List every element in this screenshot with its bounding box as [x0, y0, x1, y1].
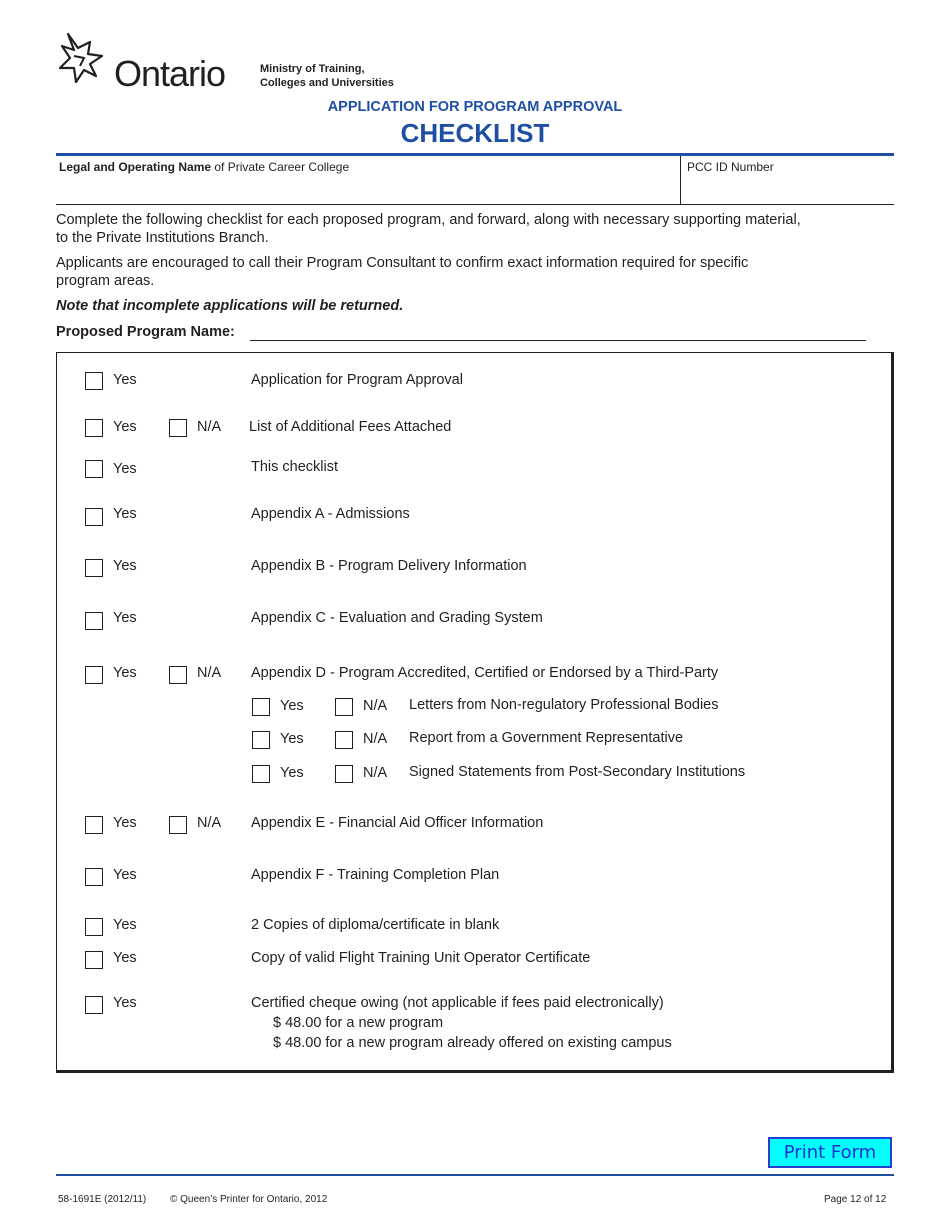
ministry-line-2: Colleges and Universities — [260, 77, 394, 89]
form-subtitle: APPLICATION FOR PROGRAM APPROVAL — [327, 99, 623, 115]
checkbox-yes-appendix-a[interactable] — [85, 508, 103, 526]
yes-label: Yes — [113, 950, 137, 966]
checkbox-yes-signed-statements[interactable] — [252, 765, 270, 783]
na-label: N/A — [197, 419, 222, 435]
yes-label: Yes — [113, 461, 137, 477]
checkbox-yes-appendix-c[interactable] — [85, 612, 103, 630]
logo-wordmark: Ontario — [114, 53, 226, 94]
na-label: N/A — [197, 665, 222, 681]
checkbox-yes-additional-fees[interactable] — [85, 419, 103, 437]
ministry-line-1: Ministry of Training, — [260, 63, 365, 75]
na-label: N/A — [363, 698, 388, 714]
legal-name-field[interactable] — [58, 176, 676, 202]
legal-name-label-rest: of Private Career College — [211, 160, 350, 174]
checkbox-yes-appendix-e[interactable] — [85, 816, 103, 834]
item-appendix-d: Appendix D - Program Accredited, Certified or Endorsed by a Third-Party — [251, 665, 719, 681]
instructions-paragraph — [56, 211, 876, 247]
fee-existing-campus: $ 48.00 for a new program already offered on existing campus — [273, 1035, 672, 1051]
item-diploma-copies: 2 Copies of diploma/certificate in blank — [251, 917, 500, 933]
item-signed-statements: Signed Statements from Post-Secondary Institutions — [409, 764, 746, 780]
pcc-id-label: PCC ID Number — [687, 160, 774, 174]
instructions-line-2: to the Private Institutions Branch. — [56, 230, 269, 246]
checkbox-yes-letters[interactable] — [252, 698, 270, 716]
na-label: N/A — [363, 731, 388, 747]
yes-label: Yes — [113, 506, 137, 522]
college-info-box — [56, 156, 894, 205]
form-number: 58-1691E (2012/11) — [58, 1194, 147, 1205]
trillium-icon — [56, 32, 116, 92]
incomplete-note: Note that incomplete applications will be returned. — [56, 298, 404, 314]
instructions-line-1: Complete the following checklist for each proposed program, and forward, along with necessary supporting material, — [56, 212, 801, 228]
item-this-checklist: This checklist — [251, 459, 339, 475]
item-appendix-f: Appendix F - Training Completion Plan — [251, 867, 500, 883]
checkbox-na-appendix-d[interactable] — [169, 666, 187, 684]
yes-label: Yes — [113, 665, 137, 681]
page-title: CHECKLIST — [400, 118, 550, 148]
item-appendix-a: Appendix A - Admissions — [251, 506, 410, 522]
checkbox-na-government-report[interactable] — [335, 731, 353, 749]
item-appendix-c: Appendix C - Evaluation and Grading System — [251, 610, 543, 626]
yes-label: Yes — [280, 731, 304, 747]
pcc-id-field[interactable] — [684, 176, 892, 202]
legal-name-label — [59, 160, 349, 174]
checkbox-na-letters[interactable] — [335, 698, 353, 716]
checkbox-yes-flight-certificate[interactable] — [85, 951, 103, 969]
checkbox-yes-certified-cheque[interactable] — [85, 996, 103, 1014]
bottom-rule — [56, 1174, 894, 1176]
yes-label: Yes — [113, 610, 137, 626]
checkbox-na-additional-fees[interactable] — [169, 419, 187, 437]
consultant-line-1: Applicants are encouraged to call their Program Consultant to confirm exact information required for specific — [56, 255, 749, 271]
program-name-input[interactable] — [250, 340, 866, 341]
yes-label: Yes — [280, 698, 304, 714]
legal-name-label-bold: Legal and Operating Name — [59, 160, 212, 174]
item-additional-fees: List of Additional Fees Attached — [249, 419, 452, 435]
yes-label: Yes — [280, 765, 304, 781]
box-divider — [680, 156, 681, 204]
na-label: N/A — [197, 815, 222, 831]
ministry-name — [260, 62, 394, 90]
page-number: Page 12 of 12 — [824, 1194, 887, 1205]
item-appendix-e: Appendix E - Financial Aid Officer Information — [251, 815, 544, 831]
checkbox-yes-appendix-d[interactable] — [85, 666, 103, 684]
yes-label: Yes — [113, 815, 137, 831]
item-appendix-b: Appendix B - Program Delivery Information — [251, 558, 527, 574]
na-label: N/A — [363, 765, 388, 781]
checkbox-yes-government-report[interactable] — [252, 731, 270, 749]
item-letters: Letters from Non-regulatory Professional Bodies — [409, 697, 719, 713]
copyright: © Queen’s Printer for Ontario, 2012 — [170, 1194, 328, 1205]
checkbox-yes-appendix-f[interactable] — [85, 868, 103, 886]
yes-label: Yes — [113, 558, 137, 574]
program-name-label: Proposed Program Name: — [56, 324, 235, 340]
checkbox-yes-diploma-copies[interactable] — [85, 918, 103, 936]
checkbox-na-signed-statements[interactable] — [335, 765, 353, 783]
item-government-report: Report from a Government Representative — [409, 730, 684, 746]
checkbox-yes-application[interactable] — [85, 372, 103, 390]
fee-new-program: $ 48.00 for a new program — [273, 1015, 444, 1031]
yes-label: Yes — [113, 867, 137, 883]
item-flight-certificate: Copy of valid Flight Training Unit Operator Certificate — [251, 950, 591, 966]
item-application: Application for Program Approval — [251, 372, 463, 388]
ontario-logo — [56, 32, 236, 94]
checkbox-yes-this-checklist[interactable] — [85, 460, 103, 478]
checkbox-yes-appendix-b[interactable] — [85, 559, 103, 577]
consultant-paragraph — [56, 254, 876, 290]
yes-label: Yes — [113, 917, 137, 933]
yes-label: Yes — [113, 372, 137, 388]
checkbox-na-appendix-e[interactable] — [169, 816, 187, 834]
yes-label: Yes — [113, 419, 137, 435]
yes-label: Yes — [113, 995, 137, 1011]
item-certified-cheque: Certified cheque owing (not applicable if fees paid electronically) — [251, 995, 664, 1011]
consultant-line-2: program areas. — [56, 273, 155, 289]
print-form-button[interactable]: Print Form — [768, 1137, 892, 1168]
